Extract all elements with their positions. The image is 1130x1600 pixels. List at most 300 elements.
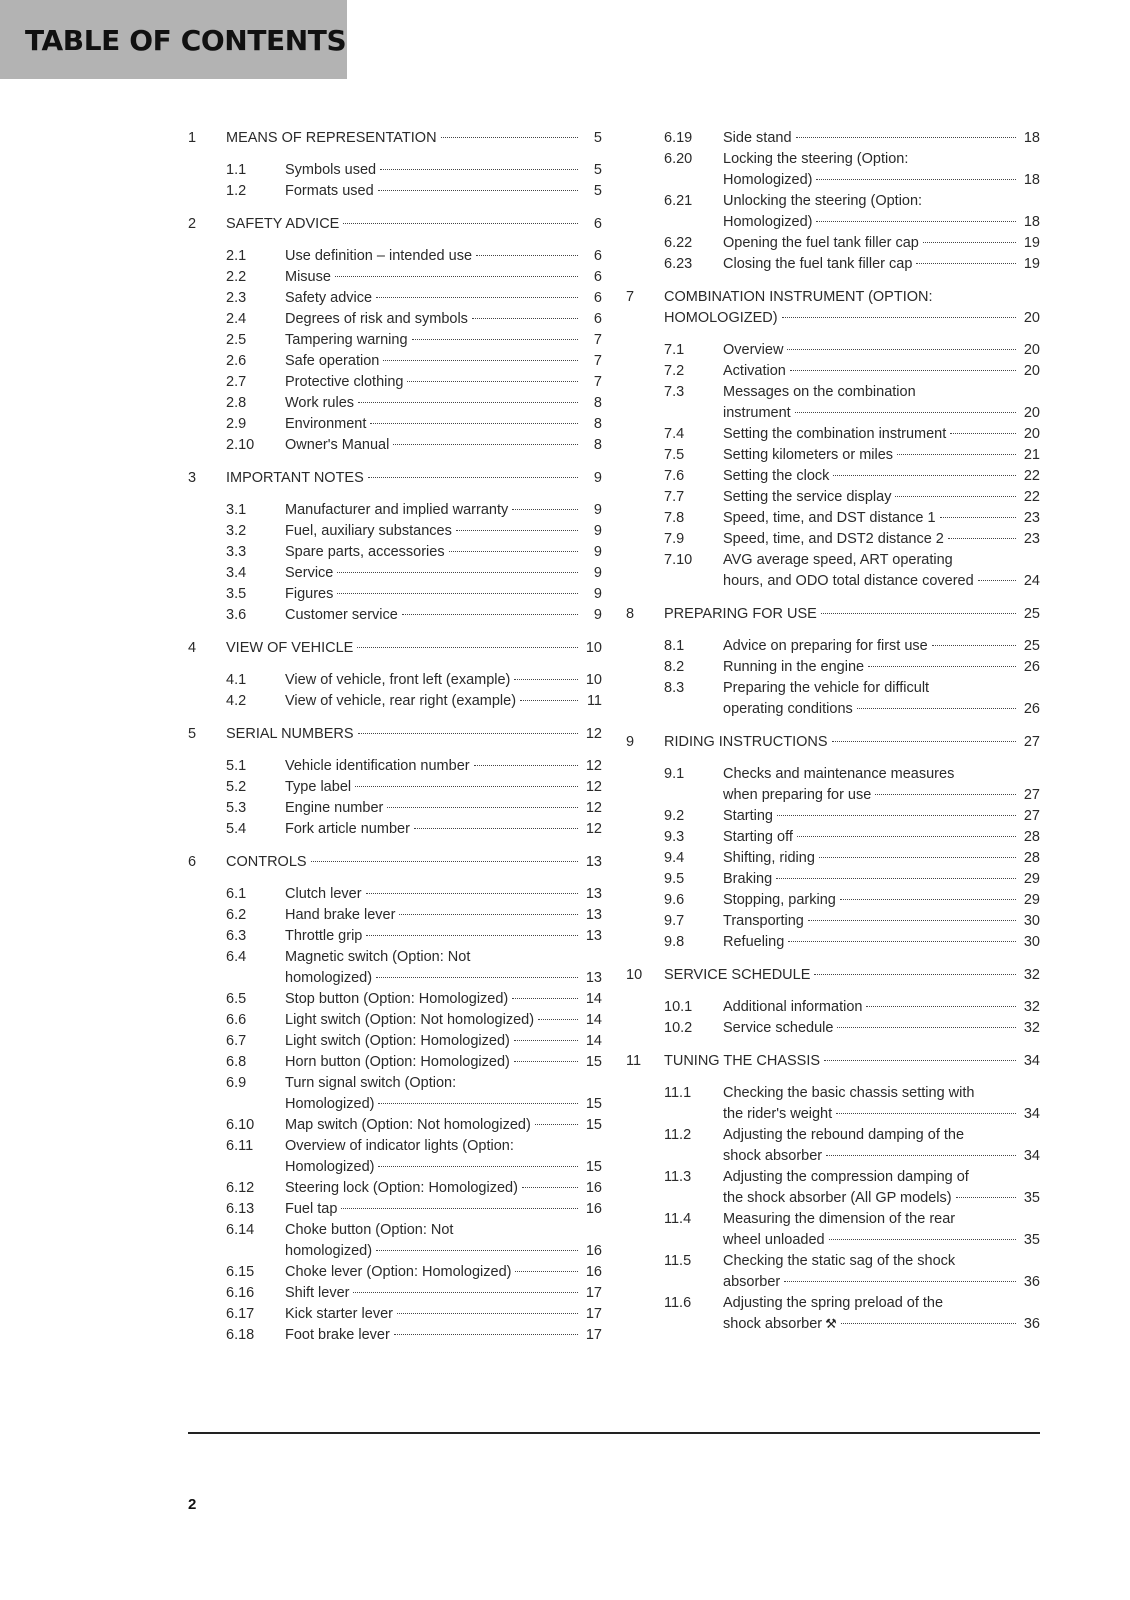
toc-entry-title: Spare parts, accessories	[285, 544, 445, 560]
header-banner	[0, 0, 347, 79]
toc-entry-page: 12	[585, 758, 602, 774]
toc-entry-page: 36	[1023, 1316, 1040, 1332]
toc-entry-title: Overview of indicator lights (Option:	[285, 1138, 514, 1154]
toc-entry-page: 19	[1023, 256, 1040, 272]
toc-entry-6-10[interactable]	[188, 1115, 602, 1136]
toc-entry-page: 35	[1023, 1232, 1040, 1248]
toc-entry-number: 2.10	[226, 437, 255, 453]
dot-leader	[376, 977, 578, 978]
toc-entry-title: Adjusting the compression damping of	[723, 1169, 969, 1185]
toc-entry-title: Throttle grip	[285, 928, 363, 944]
toc-entry-page: 34	[1023, 1053, 1040, 1069]
toc-entry-number: 7	[626, 289, 635, 305]
toc-entry-title: homologized)	[285, 970, 373, 986]
dot-leader	[940, 517, 1016, 518]
toc-entry-5-4[interactable]	[188, 819, 602, 840]
toc-entry-number: 3	[188, 470, 197, 486]
toc-entry-page: 8	[593, 437, 602, 453]
toc-entry-page: 6	[593, 269, 602, 285]
toc-entry-5[interactable]	[188, 724, 602, 745]
toc-entry-number: 11.4	[664, 1211, 692, 1227]
dot-leader	[514, 1040, 578, 1041]
toc-entry-title: SAFETY ADVICE	[226, 216, 340, 232]
toc-entry-6-22[interactable]	[626, 233, 1040, 254]
toc-entry-title: Magnetic switch (Option: Not	[285, 949, 471, 965]
toc-entry-title: Foot brake lever	[285, 1327, 390, 1343]
toc-entry-title: Side stand	[723, 130, 792, 146]
toc-entry-number: 2.7	[226, 374, 247, 390]
toc-entry-3-5[interactable]	[188, 584, 602, 605]
toc-entry-number: 1.2	[226, 183, 247, 199]
toc-entry-page: 12	[585, 726, 602, 742]
dot-leader	[341, 1208, 578, 1209]
toc-entry-11-2[interactable]	[626, 1125, 1040, 1167]
toc-entry-number: 7.8	[664, 510, 685, 526]
dot-leader	[829, 1239, 1016, 1240]
toc-entry-title: Owner's Manual	[285, 437, 390, 453]
toc-entry-9-8[interactable]	[626, 932, 1040, 953]
toc-entry-page: 32	[1023, 1020, 1040, 1036]
toc-entry-title: Stopping, parking	[723, 892, 836, 908]
toc-entry-6-1[interactable]	[188, 884, 602, 905]
toc-entry-2-5[interactable]	[188, 330, 602, 351]
dot-leader	[950, 433, 1016, 434]
toc-entry-number: 8	[626, 606, 635, 622]
toc-entry-4-2[interactable]	[188, 691, 602, 712]
toc-entry-title: when preparing for use	[723, 787, 872, 803]
dot-leader	[366, 893, 578, 894]
toc-entry-page: 20	[1023, 363, 1040, 379]
toc-entry-number: 3.6	[226, 607, 247, 623]
toc-entry-6-23[interactable]	[626, 254, 1040, 275]
toc-entry-number: 6.22	[664, 235, 693, 251]
toc-entry-title: Additional information	[723, 999, 863, 1015]
toc-entry-6-3[interactable]	[188, 926, 602, 947]
toc-entry-8-2[interactable]	[626, 657, 1040, 678]
toc-entry-2-1[interactable]	[188, 246, 602, 267]
toc-entry-number: 9.6	[664, 892, 685, 908]
toc-entry-page: 13	[585, 886, 602, 902]
toc-entry-2-4[interactable]	[188, 309, 602, 330]
toc-entry-title: Service schedule	[723, 1020, 834, 1036]
dot-leader	[897, 454, 1016, 455]
dot-leader	[383, 360, 578, 361]
toc-entry-6-7[interactable]	[188, 1031, 602, 1052]
toc-entry-number: 11.5	[664, 1253, 692, 1269]
toc-entry-11-3[interactable]	[626, 1167, 1040, 1209]
toc-entry-title: Tampering warning	[285, 332, 408, 348]
toc-entry-number: 6.7	[226, 1033, 247, 1049]
toc-entry-6-14[interactable]	[188, 1220, 602, 1262]
toc-entry-title: Speed, time, and DST distance 1	[723, 510, 936, 526]
toc-entry-7-5[interactable]	[626, 445, 1040, 466]
toc-entry-3-4[interactable]	[188, 563, 602, 584]
toc-entry-10-1[interactable]	[626, 997, 1040, 1018]
toc-entry-1-1[interactable]	[188, 160, 602, 181]
toc-entry-page: 15	[585, 1159, 602, 1175]
toc-entry-title: Braking	[723, 871, 773, 887]
toc-entry-2-7[interactable]	[188, 372, 602, 393]
dot-leader	[875, 794, 1016, 795]
toc-entry-title: Checking the static sag of the shock	[723, 1253, 956, 1269]
toc-entry-3-3[interactable]	[188, 542, 602, 563]
dot-leader	[824, 1060, 1016, 1061]
dot-leader	[394, 1334, 578, 1335]
toc-entry-11-6[interactable]	[626, 1293, 1040, 1335]
toc-entry-title: IMPORTANT NOTES	[226, 470, 364, 486]
toc-entry-page: 6	[593, 311, 602, 327]
toc-entry-9[interactable]	[626, 732, 1040, 753]
toc-entry-page: 20	[1023, 342, 1040, 358]
dot-leader	[514, 1061, 578, 1062]
toc-entry-title: hours, and ODO total distance covered	[723, 573, 974, 589]
toc-entry-9-1[interactable]	[626, 764, 1040, 806]
toc-entry-page: 20	[1023, 405, 1040, 421]
toc-entry-6-16[interactable]	[188, 1283, 602, 1304]
toc-entry-7-7[interactable]	[626, 487, 1040, 508]
toc-entry-2-9[interactable]	[188, 414, 602, 435]
toc-entry-number: 2.2	[226, 269, 247, 285]
toc-entry-title: shock absorber	[723, 1316, 823, 1332]
dot-leader	[538, 1019, 578, 1020]
toc-entry-7-3[interactable]	[626, 382, 1040, 424]
toc-entry-number: 2	[188, 216, 197, 232]
dot-leader	[777, 815, 1016, 816]
toc-entry-number: 2.1	[226, 248, 247, 264]
dot-leader	[378, 1166, 578, 1167]
toc-entry-9-5[interactable]	[626, 869, 1040, 890]
toc-entry-8[interactable]	[626, 604, 1040, 625]
dot-leader	[840, 899, 1016, 900]
toc-entry-title: Homologized)	[285, 1096, 375, 1112]
toc-entry-3[interactable]	[188, 468, 602, 489]
toc-entry-number: 6.11	[226, 1138, 254, 1154]
toc-entry-number: 4	[188, 640, 197, 656]
toc-entry-6-20[interactable]	[626, 149, 1040, 191]
toc-entry-8-3[interactable]	[626, 678, 1040, 720]
toc-entry-3-1[interactable]	[188, 500, 602, 521]
toc-entry-3-2[interactable]	[188, 521, 602, 542]
toc-entry-number: 6.8	[226, 1054, 247, 1070]
dot-leader	[353, 1292, 578, 1293]
toc-entry-number: 6.2	[226, 907, 247, 923]
toc-entry-title: Fork article number	[285, 821, 410, 837]
toc-entry-title: RIDING INSTRUCTIONS	[664, 734, 828, 750]
toc-entry-title: Adjusting the rebound damping of the	[723, 1127, 965, 1143]
toc-entry-page: 13	[585, 928, 602, 944]
toc-entry-6-2[interactable]	[188, 905, 602, 926]
toc-entry-number: 4.1	[226, 672, 247, 688]
toc-entry-title: Shift lever	[285, 1285, 350, 1301]
toc-entry-page: 15	[585, 1096, 602, 1112]
toc-entry-title: MEANS OF REPRESENTATION	[226, 130, 437, 146]
toc-entry-10[interactable]	[626, 965, 1040, 986]
toc-entry-9-7[interactable]	[626, 911, 1040, 932]
dot-leader	[814, 974, 1016, 975]
toc-entry-2-3[interactable]	[188, 288, 602, 309]
toc-entry-number: 6.23	[664, 256, 693, 272]
toc-entry-title: Safe operation	[285, 353, 380, 369]
toc-entry-number: 6.9	[226, 1075, 247, 1091]
dot-leader	[449, 551, 578, 552]
toc-entry-title: Degrees of risk and symbols	[285, 311, 468, 327]
toc-entry-title: Measuring the dimension of the rear	[723, 1211, 956, 1227]
toc-entry-5-1[interactable]	[188, 756, 602, 777]
toc-entry-number: 9.5	[664, 871, 685, 887]
dot-leader	[378, 190, 578, 191]
toc-entry-6-8[interactable]	[188, 1052, 602, 1073]
toc-entry-title: Homologized)	[723, 172, 813, 188]
dot-leader	[366, 935, 578, 936]
toc-entry-title: Choke button (Option: Not	[285, 1222, 454, 1238]
dot-leader	[776, 878, 1016, 879]
dot-leader	[833, 475, 1016, 476]
toc-entry-number: 2.5	[226, 332, 247, 348]
toc-entry-6-6[interactable]	[188, 1010, 602, 1031]
dot-leader	[355, 786, 578, 787]
toc-entry-11-1[interactable]	[626, 1083, 1040, 1125]
toc-entry-number: 1.1	[226, 162, 247, 178]
toc-entry-number: 3.2	[226, 523, 247, 539]
toc-entry-6-21[interactable]	[626, 191, 1040, 233]
toc-entry-title: Messages on the combination	[723, 384, 916, 400]
toc-entry-7-1[interactable]	[626, 340, 1040, 361]
toc-entry-7-6[interactable]	[626, 466, 1040, 487]
dot-leader	[407, 381, 578, 382]
toc-entry-title: CONTROLS	[226, 854, 307, 870]
toc-entry-number: 8.2	[664, 659, 685, 675]
dot-leader	[414, 828, 578, 829]
toc-entry-page: 5	[593, 162, 602, 178]
toc-entry-11-4[interactable]	[626, 1209, 1040, 1251]
toc-entry-title: Homologized)	[723, 214, 813, 230]
dot-leader	[784, 1281, 1016, 1282]
toc-entry-title: Running in the engine	[723, 659, 865, 675]
toc-entry-title: Engine number	[285, 800, 384, 816]
toc-entry-page: 13	[585, 970, 602, 986]
toc-entry-6-9[interactable]	[188, 1073, 602, 1115]
toc-entry-number: 11.2	[664, 1127, 692, 1143]
toc-entry-8-1[interactable]	[626, 636, 1040, 657]
toc-entry-9-3[interactable]	[626, 827, 1040, 848]
wrench-icon: ⚒	[825, 1316, 837, 1331]
toc-entry-number: 5	[188, 726, 197, 742]
toc-entry-page: 15	[585, 1054, 602, 1070]
toc-entry-title: VIEW OF VEHICLE	[226, 640, 354, 656]
toc-entry-6-17[interactable]	[188, 1304, 602, 1325]
toc-entry-title: Setting the clock	[723, 468, 830, 484]
toc-entry-2[interactable]	[188, 214, 602, 235]
toc-entry-number: 6.17	[226, 1306, 255, 1322]
toc-entry-5-2[interactable]	[188, 777, 602, 798]
toc-entry-page: 26	[1023, 659, 1040, 675]
toc-entry-number: 6	[188, 854, 197, 870]
dot-leader	[932, 645, 1016, 646]
toc-entry-9-6[interactable]	[626, 890, 1040, 911]
toc-entry-title: Use definition – intended use	[285, 248, 473, 264]
toc-entry-6-4[interactable]	[188, 947, 602, 989]
toc-entry-2-6[interactable]	[188, 351, 602, 372]
dot-leader	[782, 317, 1016, 318]
toc-entry-page: 6	[593, 248, 602, 264]
toc-entry-page: 16	[585, 1201, 602, 1217]
toc-entry-9-2[interactable]	[626, 806, 1040, 827]
toc-entry-6-18[interactable]	[188, 1325, 602, 1346]
toc-entry-page: 28	[1023, 850, 1040, 866]
dot-leader	[376, 1250, 578, 1251]
toc-entry-11-5[interactable]	[626, 1251, 1040, 1293]
toc-entry-title: the shock absorber (All GP models)	[723, 1190, 952, 1206]
toc-entry-title: Choke lever (Option: Homologized)	[285, 1264, 512, 1280]
dot-leader	[397, 1313, 578, 1314]
toc-entry-title: Work rules	[285, 395, 355, 411]
toc-entry-page: 8	[593, 416, 602, 432]
toc-entry-title: Setting the combination instrument	[723, 426, 947, 442]
toc-entry-7[interactable]	[626, 287, 1040, 329]
dot-leader	[335, 276, 578, 277]
toc-entry-number: 7.6	[664, 468, 685, 484]
toc-entry-title: Setting the service display	[723, 489, 892, 505]
toc-entry-page: 15	[585, 1117, 602, 1133]
dot-leader	[514, 679, 578, 680]
toc-entry-6-12[interactable]	[188, 1178, 602, 1199]
toc-entry-page: 21	[1023, 447, 1040, 463]
toc-entry-page: 14	[585, 1033, 602, 1049]
dot-leader	[787, 349, 1016, 350]
toc-entry-page: 27	[1023, 787, 1040, 803]
toc-entry-page: 27	[1023, 734, 1040, 750]
toc-entry-title: absorber	[723, 1274, 781, 1290]
toc-entry-7-2[interactable]	[626, 361, 1040, 382]
toc-entry-2-8[interactable]	[188, 393, 602, 414]
toc-entry-2-10[interactable]	[188, 435, 602, 456]
toc-entry-title: Refueling	[723, 934, 785, 950]
toc-entry-title: Light switch (Option: Not homologized)	[285, 1012, 535, 1028]
toc-entry-page: 34	[1023, 1148, 1040, 1164]
toc-entry-number: 6.4	[226, 949, 247, 965]
toc-entry-number: 2.4	[226, 311, 247, 327]
toc-entry-3-6[interactable]	[188, 605, 602, 626]
toc-entry-6-15[interactable]	[188, 1262, 602, 1283]
toc-entry-number: 6.12	[226, 1180, 255, 1196]
toc-entry-title: Homologized)	[285, 1159, 375, 1175]
dot-leader	[790, 370, 1016, 371]
toc-entry-title: PREPARING FOR USE	[664, 606, 817, 622]
toc-entry-9-4[interactable]	[626, 848, 1040, 869]
toc-entry-title: operating conditions	[723, 701, 853, 717]
toc-entry-number: 6.13	[226, 1201, 255, 1217]
dot-leader	[357, 647, 578, 648]
toc-entry-number: 2.9	[226, 416, 247, 432]
toc-entry-page: 17	[585, 1306, 602, 1322]
toc-entry-page: 10	[585, 640, 602, 656]
dot-leader	[816, 221, 1016, 222]
toc-entry-6[interactable]	[188, 852, 602, 873]
dot-leader	[370, 423, 578, 424]
toc-entry-number: 6.10	[226, 1117, 255, 1133]
toc-entry-title: HOMOLOGIZED)	[664, 310, 778, 326]
dot-leader	[311, 861, 578, 862]
dot-leader	[520, 700, 578, 701]
dot-leader	[832, 741, 1016, 742]
toc-entry-page: 25	[1023, 638, 1040, 654]
toc-entry-title: Kick starter lever	[285, 1306, 393, 1322]
dot-leader	[402, 614, 578, 615]
toc-entry-page: 16	[585, 1243, 602, 1259]
toc-entry-number: 11.1	[664, 1085, 692, 1101]
toc-entry-number: 7.4	[664, 426, 685, 442]
toc-entry-page: 9	[593, 544, 602, 560]
toc-entry-title: Formats used	[285, 183, 374, 199]
footer-divider	[188, 1432, 1040, 1434]
toc-entry-page: 19	[1023, 235, 1040, 251]
toc-entry-title: Map switch (Option: Not homologized)	[285, 1117, 531, 1133]
toc-entry-page: 7	[593, 353, 602, 369]
toc-entry-page: 6	[593, 290, 602, 306]
toc-entry-2-2[interactable]	[188, 267, 602, 288]
dot-leader	[535, 1124, 578, 1125]
toc-column-left	[188, 128, 602, 1346]
toc-entry-6-19[interactable]	[626, 128, 1040, 149]
page-title: TABLE OF CONTENTS	[25, 24, 347, 57]
toc-entry-page: 35	[1023, 1190, 1040, 1206]
toc-entry-page: 30	[1023, 934, 1040, 950]
toc-entry-7-9[interactable]	[626, 529, 1040, 550]
toc-entry-page: 27	[1023, 808, 1040, 824]
dot-leader	[441, 137, 578, 138]
toc-entry-7-4[interactable]	[626, 424, 1040, 445]
toc-entry-page: 14	[585, 1012, 602, 1028]
toc-entry-number: 10.1	[664, 999, 693, 1015]
toc-entry-title: Vehicle identification number	[285, 758, 470, 774]
toc-entry-title: Service	[285, 565, 334, 581]
toc-entry-page: 23	[1023, 531, 1040, 547]
toc-entry-1-2[interactable]	[188, 181, 602, 202]
toc-entry-7-10[interactable]	[626, 550, 1040, 592]
toc-entry-title: Safety advice	[285, 290, 373, 306]
toc-entry-4[interactable]	[188, 638, 602, 659]
toc-entry-page: 36	[1023, 1274, 1040, 1290]
toc-entry-page: 16	[585, 1264, 602, 1280]
toc-entry-number: 9.7	[664, 913, 685, 929]
toc-entry-number: 7.2	[664, 363, 685, 379]
dot-leader	[816, 179, 1016, 180]
toc-entry-6-11[interactable]	[188, 1136, 602, 1178]
toc-entry-4-1[interactable]	[188, 670, 602, 691]
toc-entry-1[interactable]	[188, 128, 602, 149]
toc-entry-title: Adjusting the spring preload of the	[723, 1295, 944, 1311]
toc-entry-7-8[interactable]	[626, 508, 1040, 529]
toc-entry-10-2[interactable]	[626, 1018, 1040, 1039]
toc-entry-page: 13	[585, 907, 602, 923]
dot-leader	[797, 836, 1016, 837]
toc-entry-title: Steering lock (Option: Homologized)	[285, 1180, 518, 1196]
toc-entry-number: 7.10	[664, 552, 693, 568]
toc-entry-title: Starting	[723, 808, 773, 824]
page-number: 2	[188, 1496, 197, 1513]
toc-entry-title: Advice on preparing for first use	[723, 638, 928, 654]
toc-entry-title: instrument	[723, 405, 791, 421]
toc-entry-5-3[interactable]	[188, 798, 602, 819]
toc-entry-page: 5	[593, 130, 602, 146]
toc-entry-number: 9.2	[664, 808, 685, 824]
toc-entry-6-13[interactable]	[188, 1199, 602, 1220]
dot-leader	[841, 1323, 1016, 1324]
toc-entry-11[interactable]	[626, 1051, 1040, 1072]
dot-leader	[522, 1187, 578, 1188]
toc-entry-6-5[interactable]	[188, 989, 602, 1010]
toc-entry-number: 2.3	[226, 290, 247, 306]
